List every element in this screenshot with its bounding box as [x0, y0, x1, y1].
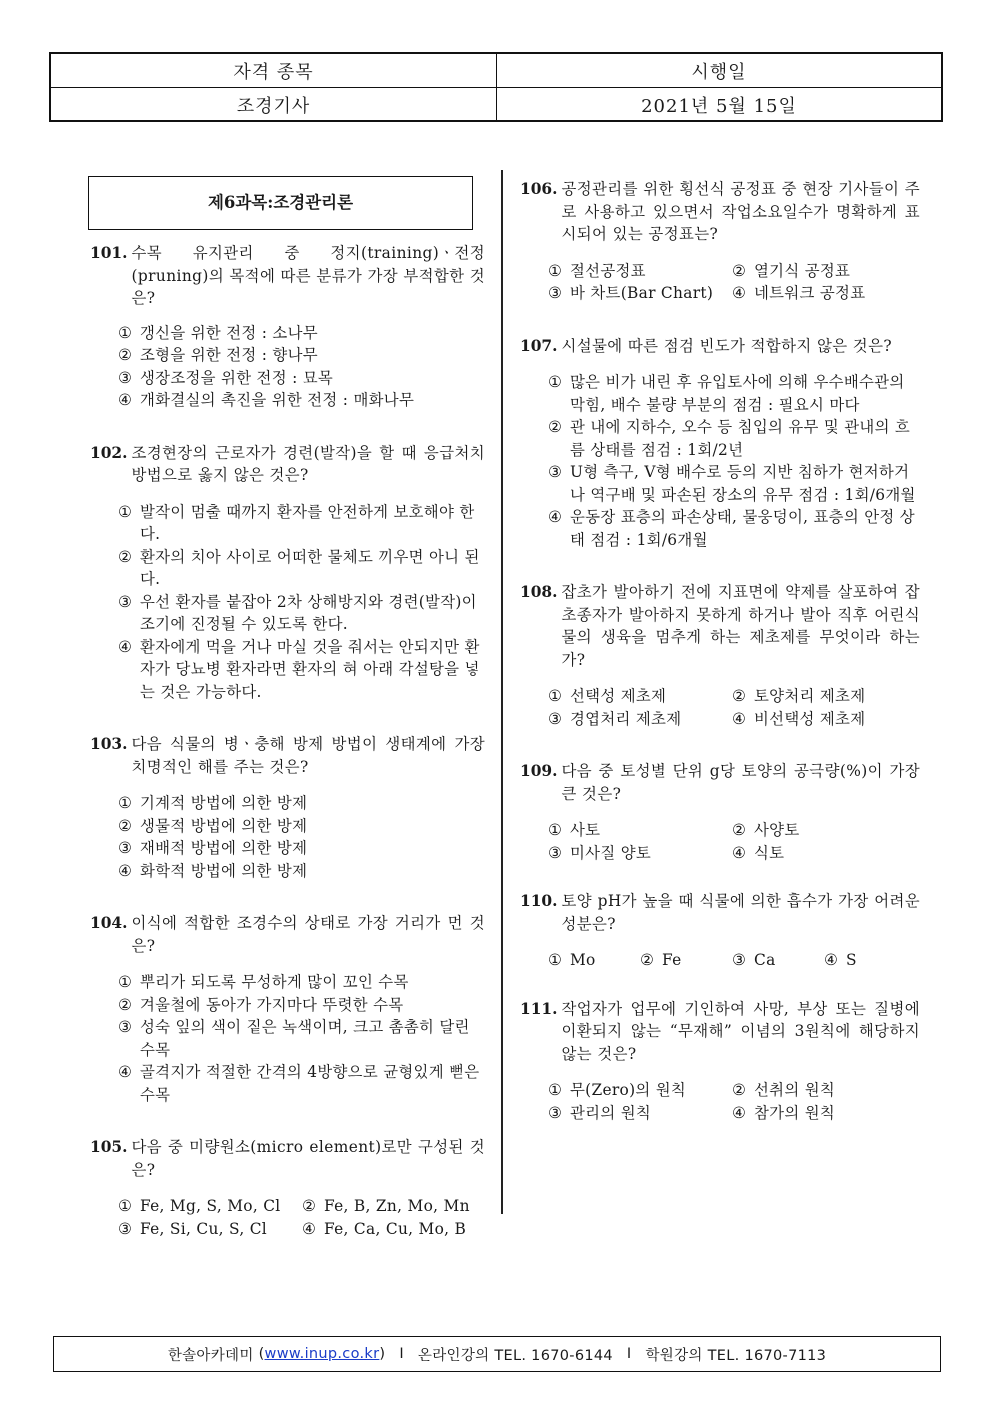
option-list [118, 501, 485, 704]
option-3[interactable]: ③ 우선 환자를 붙잡아 2차 상해방지와 경련(발작)이 조기에 진정될 수 있도록 한다. [118, 592, 477, 633]
campus-lecture-phone: 학원강의 TEL. 1670-7113 [645, 1347, 827, 1364]
option-4[interactable]: ④ 개화결실의 촉진을 위한 전정 : 매화나무 [118, 391, 415, 409]
question-number: 106. [520, 180, 558, 198]
option-1[interactable]: ① 갱신을 위한 전정 : 소나무 [118, 323, 318, 342]
question-110 [520, 890, 920, 972]
online-lecture-phone: 온라인강의 TEL. 1670-6144 [417, 1347, 613, 1364]
option-2[interactable]: ② 조형을 위한 전정 : 향나무 [118, 346, 318, 364]
option-1[interactable]: ① 사토 [548, 821, 601, 839]
option-2[interactable]: ② 생물적 방법에 의한 방제 [118, 816, 308, 835]
question-text: 조경현장의 근로자가 경련(발작)을 할 때 응급처치 방법으로 옳지 않은 것은? [131, 443, 485, 484]
option-1[interactable]: ① 절선공정표 [548, 261, 646, 280]
option-4[interactable]: ④ 비선택성 제초제 [732, 709, 866, 728]
question-111 [520, 998, 920, 1125]
option-3[interactable]: ③ 재배적 방법에 의한 방제 [118, 839, 308, 857]
option-2[interactable]: ② Fe [640, 951, 682, 969]
question-text: 이식에 적합한 조경수의 상태로 가장 거리가 먼 것은? [131, 914, 485, 955]
option-list [118, 322, 485, 412]
option-3[interactable]: ③ 성숙 잎의 색이 짙은 녹색이며, 크고 촘촘히 달린 수목 [118, 1018, 470, 1059]
option-1[interactable]: ① 많은 비가 내린 후 유입토사에 의해 우수배수관의 막힘, 배수 불량 부분의 점검 : 필요시 마다 [548, 373, 905, 414]
option-2[interactable]: ② 열기식 공정표 [732, 261, 851, 280]
question-number: 108. [520, 583, 558, 601]
question-number: 111. [520, 999, 558, 1018]
option-list [118, 971, 485, 1106]
question-102 [90, 442, 485, 704]
option-3[interactable]: ③ 경엽처리 제초제 [548, 709, 682, 728]
right-column [520, 178, 920, 1124]
question-number: 102. [90, 443, 128, 462]
question-number: 105. [90, 1138, 128, 1156]
option-3[interactable]: ③ 바 차트(Bar Chart) [548, 284, 714, 302]
question-number: 103. [90, 735, 128, 753]
left-column [90, 160, 485, 1240]
option-1[interactable]: ① Mo [548, 951, 596, 969]
exam-info-value-row [51, 87, 941, 121]
question-text: 잡초가 발아하기 전에 지표면에 약제를 살포하여 잡초종자가 발아하지 못하게 하거나 발아 직후 어린식물의 생육을 멈추게 하는 제초제를 무엇이라 하는가? [561, 583, 920, 669]
option-list [548, 949, 920, 972]
option-list [118, 792, 485, 882]
question-104 [90, 912, 485, 1106]
option-list [548, 685, 920, 730]
question-103 [90, 733, 485, 882]
option-4[interactable]: ④ 환자에게 먹을 거나 마실 것을 줘서는 안되지만 환자가 당뇨병 환자라면 환자의 혀 아래 각설탕을 넣는 것은 가능하다. [118, 637, 480, 701]
footer-bar: 한솔아카데미 ( www.inup.co.kr ) I 온라인강의 TEL. 1670-6144 I 학원강의 TEL. 1670-7113 [53, 1336, 941, 1372]
option-list [548, 819, 920, 864]
option-1[interactable]: ① 기계적 방법에 의한 방제 [118, 794, 308, 812]
footer-separator: I [626, 1346, 632, 1362]
option-list [548, 260, 920, 305]
option-2[interactable]: ② 사양토 [732, 821, 800, 839]
question-text: 토양 pH가 높을 때 식물에 의한 흡수가 가장 어려운 성분은? [561, 892, 920, 933]
option-1[interactable]: ① Fe, Mg, S, Mo, Cl [118, 1197, 281, 1215]
option-2[interactable]: ② 선취의 원칙 [732, 1081, 836, 1099]
option-1[interactable]: ① 선택성 제초제 [548, 687, 667, 705]
exam-info-table [49, 52, 943, 122]
option-2[interactable]: ② 토양처리 제초제 [732, 687, 866, 705]
option-4[interactable]: ④ 골격지가 적절한 간격의 4방향으로 균형있게 뻗은 수목 [118, 1063, 480, 1104]
exam-info-header-row [51, 54, 941, 87]
option-3[interactable]: ③ 관리의 원칙 [548, 1103, 652, 1122]
option-3[interactable]: ③ 미사질 양토 [548, 843, 652, 862]
option-3[interactable]: ③ U형 측구, V형 배수로 등의 지반 침하가 현저하거나 역구배 및 파손된 장소의 유무 점검 : 1회/6개월 [548, 463, 916, 504]
option-list [118, 1195, 485, 1240]
column-divider [501, 170, 503, 1214]
option-4[interactable]: ④ 화학적 방법에 의한 방제 [118, 861, 308, 880]
option-list [548, 371, 920, 551]
question-106 [520, 178, 920, 305]
question-text: 시설물에 따른 점검 빈도가 적합하지 않은 것은? [561, 336, 892, 355]
option-4[interactable]: ④ 참가의 원칙 [732, 1103, 836, 1122]
question-number: 107. [520, 336, 558, 355]
question-text: 다음 중 토성별 단위 g당 토양의 공극량(%)이 가장 큰 것은? [561, 762, 920, 803]
option-2[interactable]: ② Fe, B, Zn, Mo, Mn [302, 1197, 470, 1215]
option-3[interactable]: ③ Fe, Si, Cu, S, Cl [118, 1219, 268, 1238]
option-1[interactable]: ① 뿌리가 되도록 무성하게 많이 꼬인 수목 [118, 973, 409, 991]
option-4[interactable]: ④ 네트워크 공정표 [732, 284, 866, 302]
exam-date-label: 시행일 [691, 61, 747, 83]
subject-title: 제6과목:조경관리론 [88, 176, 473, 230]
academy-name: 한솔아카데미 [167, 1347, 254, 1364]
question-text: 다음 중 미량원소(micro element)로만 구성된 것은? [131, 1138, 485, 1179]
question-number: 104. [90, 914, 128, 932]
footer-separator: I [399, 1346, 404, 1362]
question-text: 작업자가 업무에 기인하여 사망, 부상 또는 질병에 이환되지 않는 “무재해” 이념의 3원칙에 해당하지 않는 것은? [561, 999, 920, 1063]
option-4[interactable]: ④ 운동장 표층의 파손상태, 물웅덩이, 표층의 안정 상태 점검 : 1회/6개월 [548, 508, 915, 549]
question-109 [520, 760, 920, 864]
academy-website-link[interactable]: www.inup.co.kr [264, 1346, 380, 1362]
option-1[interactable]: ① 발작이 멈출 때까지 환자를 안전하게 보호해야 한다. [118, 502, 475, 543]
question-105 [90, 1136, 485, 1240]
option-list [548, 1079, 920, 1124]
option-3[interactable]: ③ 생장조정을 위한 전정 : 묘목 [118, 368, 334, 387]
question-text: 다음 식물의 병ㆍ충해 방제 방법이 생태계에 가장 치명적인 해를 주는 것은? [131, 735, 485, 776]
question-number: 110. [520, 892, 558, 910]
question-number: 101. [90, 244, 128, 262]
option-3[interactable]: ③ Ca [732, 951, 776, 969]
exam-date-value: 2021년 5월 15일 [641, 95, 797, 117]
option-2[interactable]: ② 환자의 치아 사이로 어떠한 물체도 끼우면 아니 된다. [118, 547, 480, 588]
question-number: 109. [520, 762, 558, 780]
question-text: 수목 유지관리 중 정지(training)ㆍ전정(pruning)의 목적에 따른 분류가 가장 부적합한 것은? [131, 244, 485, 307]
qualification-value: 조경기사 [51, 88, 497, 121]
option-4[interactable]: ④ 식토 [732, 843, 785, 862]
option-1[interactable]: ① 무(Zero)의 원칙 [548, 1081, 687, 1099]
question-101 [90, 242, 485, 412]
option-4[interactable]: ④ Fe, Ca, Cu, Mo, B [302, 1219, 467, 1238]
question-108 [520, 581, 920, 730]
option-2[interactable]: ② 겨울철에 동아가 가지마다 뚜렷한 수목 [118, 995, 404, 1014]
option-4[interactable]: ④ S [824, 951, 857, 969]
option-2[interactable]: ② 관 내에 지하수, 오수 등 침입의 유무 및 관내의 흐름 상태를 점검 : 1회/2년 [548, 418, 911, 459]
question-text: 공정관리를 위한 횡선식 공정표 중 현장 기사들이 주로 사용하고 있으면서 작업소요일수가 명확하게 표시되어 있는 공정표는? [561, 180, 920, 243]
question-107 [520, 335, 920, 552]
qualification-label: 자격 종목 [51, 54, 497, 87]
